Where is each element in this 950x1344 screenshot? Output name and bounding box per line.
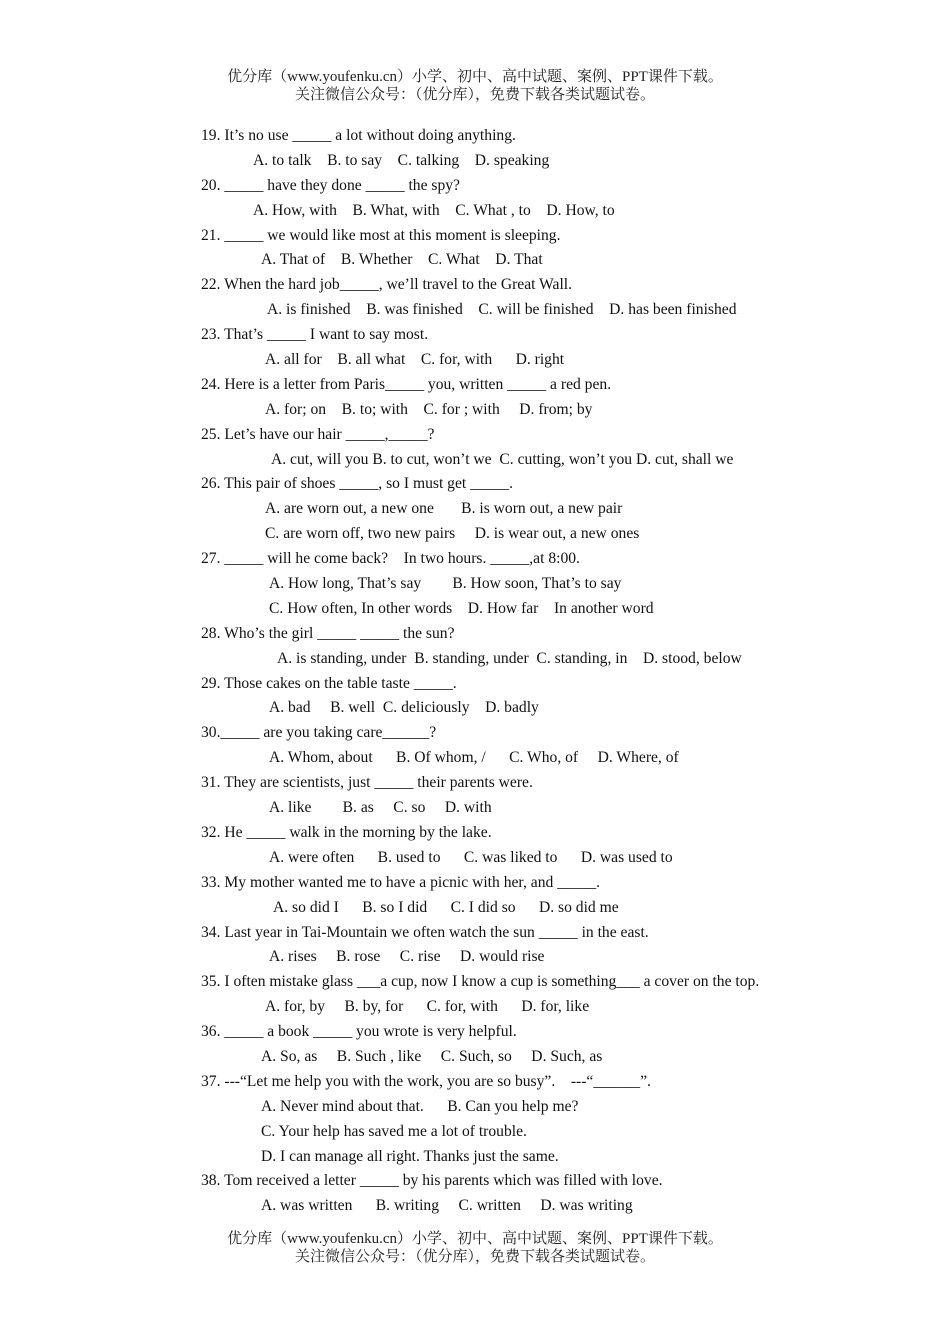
question-text: 26. This pair of shoes _____, so I must get _____. (201, 475, 514, 493)
question-text: 28. Who’s the girl _____ _____ the sun? (201, 624, 455, 642)
question-text: 25. Let’s have our hair _____,_____? (201, 425, 435, 443)
answer-options: A. is standing, under B. standing, under C. standing, in D. stood, below (277, 649, 742, 667)
answer-options: A. like B. as C. so D. with (269, 799, 492, 817)
question-text: 37. ---“Let me help you with the work, you are so busy”. ---“______”. (201, 1072, 651, 1090)
question-text: 32. He _____ walk in the morning by the lake. (201, 823, 492, 841)
answer-options: A. to talk B. to say C. talking D. speaking (253, 151, 550, 169)
answer-options: A. Whom, about B. Of whom, / C. Who, of D. Where, of (269, 749, 679, 767)
answer-options: A. are worn out, a new one B. is worn out, a new pair (265, 500, 623, 518)
footer-line-2: 关注微信公众号：（优分库），免费下载各类试题试卷。 (294, 1249, 655, 1265)
header-line-2: 关注微信公众号：（优分库），免费下载各类试题试卷。 (294, 87, 655, 103)
question-text: 38. Tom received a letter _____ by his parents which was filled with love. (201, 1172, 663, 1190)
question-text: 23. That’s _____ I want to say most. (201, 326, 429, 344)
answer-options: C. are worn off, two new pairs D. is wear out, a new ones (265, 525, 640, 543)
footer-line-1: 优分库（www.youfenku.cn）小学、初中、高中试题、案例、PPT课件下载。 (227, 1231, 723, 1247)
answer-options: D. I can manage all right. Thanks just the same. (261, 1147, 559, 1165)
answer-options: A. How long, That’s say B. How soon, That’s to say (269, 575, 622, 593)
question-text: 20. _____ have they done _____ the spy? (201, 176, 460, 194)
header-line-1: 优分库（www.youfenku.cn）小学、初中、高中试题、案例、PPT课件下载。 (227, 69, 723, 85)
answer-options: A. bad B. well C. deliciously D. badly (269, 699, 539, 717)
answer-options: A. for, by B. by, for C. for, with D. for, like (265, 998, 590, 1016)
answer-options: A. So, as B. Such , like C. Such, so D. Such, as (261, 1047, 603, 1065)
question-text: 35. I often mistake glass ___a cup, now I know a cup is something___ a cover on the top. (201, 973, 760, 991)
answer-options: A. is finished B. was finished C. will be finished D. has been finished (267, 301, 737, 319)
question-list (201, 124, 921, 1219)
question-text: 27. _____ will he come back? In two hours. _____,at 8:00. (201, 550, 580, 568)
page-header (0, 68, 950, 104)
question-text: 33. My mother wanted me to have a picnic with her, and _____. (201, 873, 601, 891)
question-text: 21. _____ we would like most at this moment is sleeping. (201, 226, 561, 244)
answer-options: A. rises B. rose C. rise D. would rise (269, 948, 545, 966)
question-text: 30._____ are you taking care______? (201, 724, 437, 742)
answer-options: A. That of B. Whether C. What D. That (261, 251, 543, 269)
answer-options: A. so did I B. so I did C. I did so D. so did me (273, 898, 619, 916)
question-text: 19. It’s no use _____ a lot without doing anything. (201, 127, 516, 144)
answer-options: C. How often, In other words D. How far In another word (269, 599, 654, 617)
question-text: 29. Those cakes on the table taste _____. (201, 674, 457, 692)
question-text: 36. _____ a book _____ you wrote is very helpful. (201, 1023, 517, 1041)
question-text: 31. They are scientists, just _____ their parents were. (201, 774, 533, 792)
answer-options: A. was written B. writing C. written D. was writing (261, 1197, 633, 1215)
question-text: 34. Last year in Tai-Mountain we often watch the sun _____ in the east. (201, 923, 649, 941)
answer-options: A. were often B. used to C. was liked to D. was used to (269, 848, 673, 866)
question-text: 24. Here is a letter from Paris_____ you, written _____ a red pen. (201, 375, 612, 393)
answer-options: A. for; on B. to; with C. for ; with D. from; by (265, 400, 593, 418)
answer-options: C. Your help has saved me a lot of trouble. (261, 1122, 527, 1140)
answer-options: A. cut, will you B. to cut, won’t we C. cutting, won’t you D. cut, shall we (271, 450, 734, 468)
page-footer (0, 1230, 950, 1266)
question-text: 22. When the hard job_____, we’ll travel to the Great Wall. (201, 276, 573, 294)
answer-options: A. all for B. all what C. for, with D. right (265, 351, 565, 369)
answer-options: A. Never mind about that. B. Can you help me? (261, 1097, 579, 1115)
answer-options: A. How, with B. What, with C. What , to D. How, to (253, 201, 615, 219)
